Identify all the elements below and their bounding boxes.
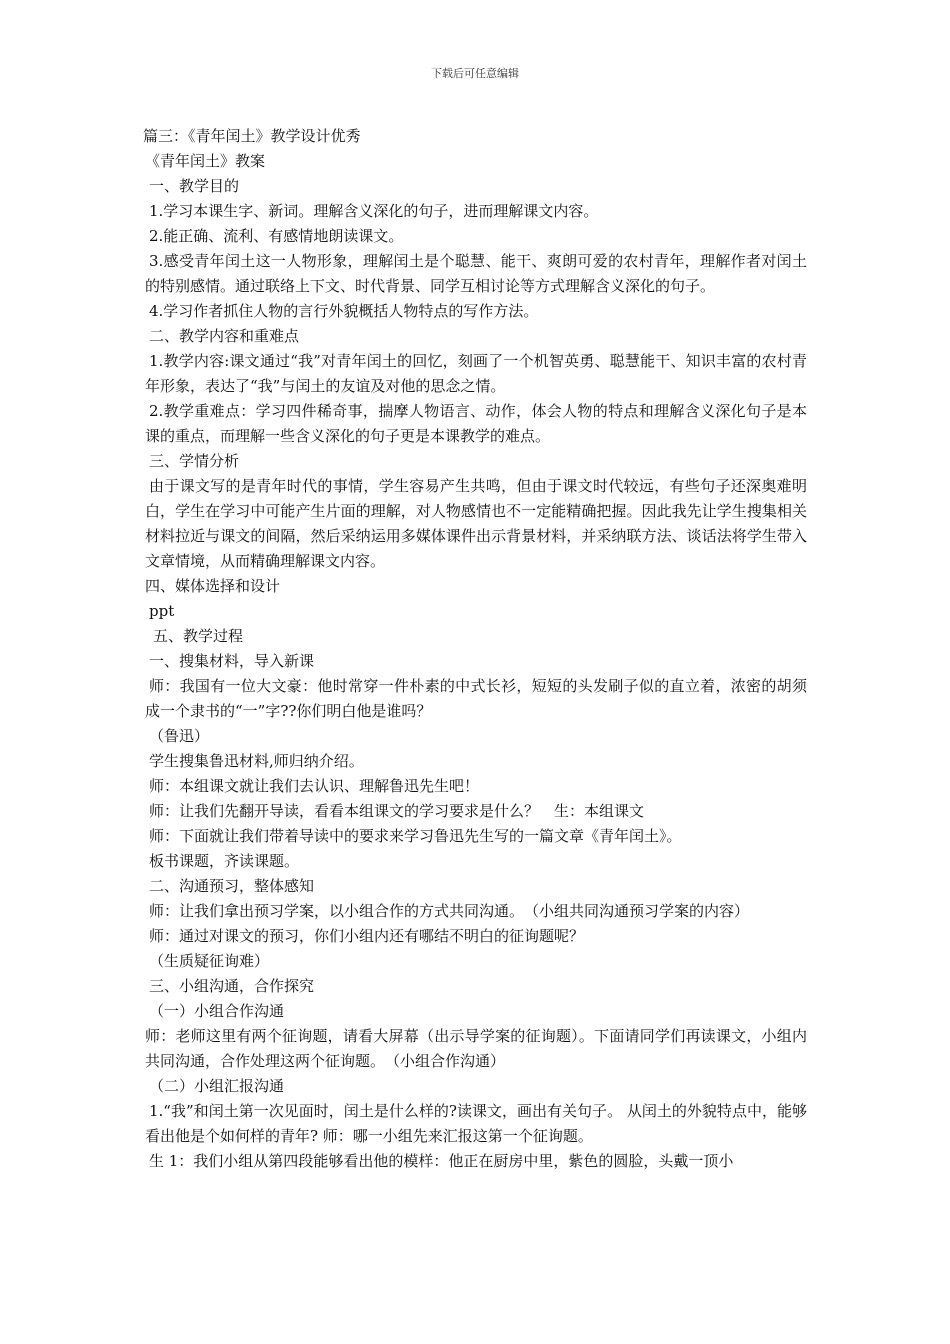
sub-heading-group-work: （一）小组合作沟通 [149, 1002, 285, 1020]
document-body [145, 124, 807, 1174]
content-item-2: 2.教学重难点：学习四件稀奇事，揣摩人物语言、动作，体会人物的特点和理解含义深化句子是本课的重点，而理解一些含义深化的句子更是本课教学的难点。 [145, 402, 807, 445]
step-1-heading: 一、搜集材料，导入新课 [149, 652, 315, 670]
step-3-heading: 三、小组沟通，合作探究 [149, 977, 315, 995]
heading-content-difficulties: 二、教学内容和重难点 [149, 327, 300, 345]
answer-line: （鲁迅） [149, 727, 210, 745]
page-header: 下载后可任意编辑 [431, 67, 519, 80]
student-answer-line: 生 1：我们小组从第四段能够看出他的模样：他正在厨房中里，紫色的圆脸，头戴一顶小 [149, 1152, 734, 1170]
heading-process: 五、教学过程 [153, 627, 244, 645]
board-line: 板书课题，齐读课题。 [149, 852, 300, 870]
media-text: ppt [149, 602, 175, 620]
teacher-line: 师：老师这里有两个征询题，请看大屏幕（出示导学案的征询题）。下面请同学们再读课文，小组内共同沟通，合作处理这两个征询题。 （小组合作沟通） [145, 1027, 807, 1070]
heading-teaching-goals: 一、教学目的 [149, 177, 240, 195]
teacher-line: 师：让我们先翻开导读，看看本组课文的学习要求是什么？ 生：本组课文 [149, 802, 645, 820]
content-item-1: 1.教学内容:课文通过“我”对青年闰土的回忆，刻画了一个机智英勇、聪慧能干、知识丰富的农村青年形象，表达了“我”与闰土的友谊及对他的思念之情。 [145, 352, 807, 395]
learning-analysis-text: 由于课文写的是青年时代的事情，学生容易产生共鸣，但由于课文时代较远，有些句子还深奥难明白，学生在学习中可能产生片面的理解，对人物感情也不一定能精确把握。因此我先让学生搜集相关材料拉近与课文的间隔，然后采纳运用多媒体课件出示背景材料，并采纳联方法、谈话法将学生带入文章情境，从而精确理解课文内容。 [145, 477, 807, 570]
heading-media: 四、媒体选择和设计 [145, 577, 281, 595]
heading-learning-analysis: 三、学情分析 [149, 452, 240, 470]
goal-item-4: 4.学习作者抓住人物的言行外貌概括人物特点的写作方法。 [149, 302, 539, 320]
question-line: 1.“我”和闰土第一次见面时，闰土是什么样的?读课文，画出有关句子。 从闰土的外貌特点中，能够看出他是个如何样的青年? 师：哪一小组先来汇报这第一个征询题。 [145, 1102, 807, 1145]
goal-item-1: 1.学习本课生字、新词。理解含义深化的句子，进而理解课文内容。 [149, 202, 599, 220]
goal-item-2: 2.能正确、流利、有感情地朗读课文。 [149, 227, 404, 245]
section-title: 篇三：《青年闰土》教学设计优秀 [143, 127, 361, 145]
goal-item-3: 3.感受青年闰土这一人物形象，理解闰土是个聪慧、能干、爽朗可爱的农村青年，理解作者对闰土的特别感情。通过联络上下文、时代背景、同学互相讨论等方式理解含义深化的句子。 [145, 252, 807, 295]
step-2-heading: 二、沟通预习，整体感知 [149, 877, 315, 895]
lesson-title: 《青年闰土》教案 [145, 152, 266, 170]
student-question-line: （生质疑征询难） [149, 952, 270, 970]
teacher-line: 师：让我们拿出预习学案，以小组合作的方式共同沟通。 （小组共同沟通预习学案的内容） [149, 902, 750, 920]
sub-heading-group-report: （二）小组汇报沟通 [149, 1077, 285, 1095]
teacher-line: 师：下面就让我们带着导读中的要求来学习鲁迅先生写的一篇文章《青年闰土》。 [149, 827, 682, 845]
teacher-line: 师：通过对课文的预习，你们小组内还有哪结不明白的征询题呢？ [149, 927, 585, 945]
student-line: 学生搜集鲁迅材料,师归纳介绍。 [149, 752, 364, 770]
teacher-line: 师：本组课文就让我们去认识、理解鲁迅先生吧！ [149, 777, 480, 795]
teacher-line: 师：我国有一位大文豪：他时常穿一件朴素的中式长衫，短短的头发刷子似的直立着，浓密的胡须成一个隶书的“一”字??你们明白他是谁吗？ [145, 677, 807, 720]
